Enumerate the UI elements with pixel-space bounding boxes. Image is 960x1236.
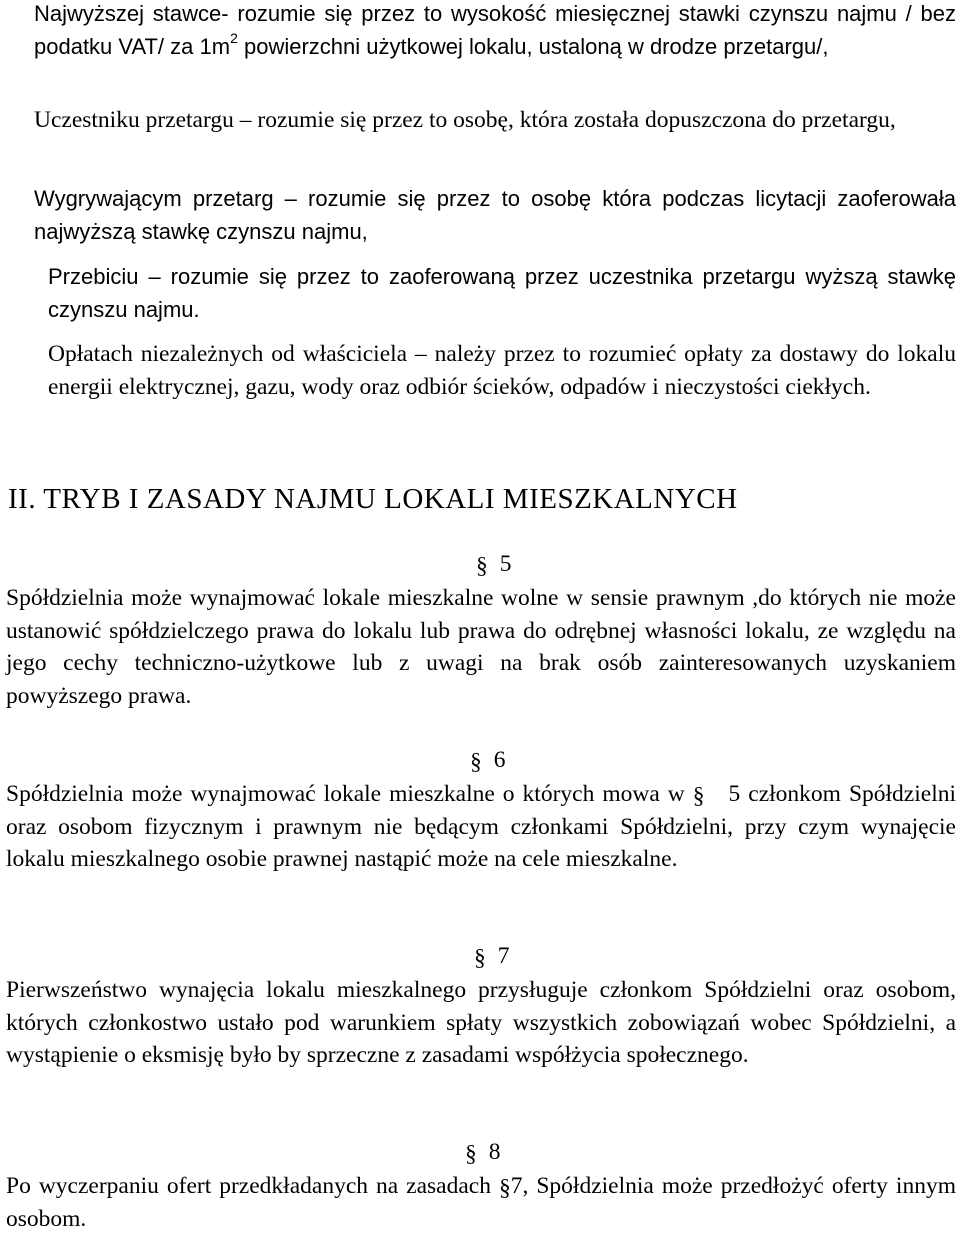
definition-item-10	[8, 261, 956, 326]
paragraph-sign-6	[470, 743, 506, 777]
definition-text: Przebiciu – rozumie się przez to zaoferowaną przez uczestnika przetargu wyższą stawkę czynszu najmu.	[48, 264, 956, 322]
section-symbol: §	[470, 749, 482, 775]
paragraph-7-text: Pierwszeństwo wynajęcia lokalu mieszkalnego przysługuje członkom Spółdzielni oraz osobom, których członkostwo ustało pod warunkiem spłaty wszystkich zobowiązań wobec Spółdzielni, a wystąpienie o eksmisję było by sprzeczne z zasadami współżycia społecznego.	[6, 977, 956, 1069]
definition-item-11	[8, 338, 956, 403]
section-symbol: §	[474, 945, 486, 971]
paragraph-number: 8	[488, 1139, 501, 1165]
paragraph-5-text: Spółdzielnia może wynajmować lokale mieszkalne wolne w sensie prawnym ,do których nie może ustanowić spółdzielczego prawa do lokalu lub prawa do odrębnej własności lokalu, ze względu na jego cechy techniczno-użytkowe lub z uwagi na brak osób zainteresowanych uzyskaniem powyższego prawa.	[6, 585, 956, 709]
section-heading: II. TRYB I ZASADY NAJMU LOKALI MIESZKALNYCH	[8, 483, 738, 515]
section-symbol: §	[692, 783, 705, 809]
superscript: 2	[230, 30, 238, 47]
paragraph-reference: 7	[510, 1173, 523, 1199]
paragraph-number: 7	[497, 943, 510, 969]
paragraph-number: 6	[493, 747, 506, 773]
definition-text: Wygrywającym przetarg – rozumie się przez to osobę która podczas licytacji zaoferowała najwyższą stawkę czynszu najmu,	[34, 186, 956, 244]
definition-item-8	[8, 104, 956, 137]
paragraph-sign-8	[465, 1135, 501, 1169]
paragraph-8-text: Po wyczerpaniu ofert przedkładanych na zasadach §7, Spółdzielnia może przedłożyć oferty innym osobom.	[6, 1173, 956, 1232]
definition-text: Najwyższej stawce- rozumie się przez to wysokość miesięcznej stawki czynszu najmu / bez podatku VAT/ za $1m^2$ powierzchni użytkowej lokalu, ustaloną w drodze przetargu/,	[34, 1, 956, 59]
definition-item-9	[8, 183, 956, 248]
paragraph-6-text: Spółdzielnia może wynajmować lokale mieszkalne o których mowa w § 5 członkom Spółdzielni oraz osobom fizycznym i prawnym nie będącym członkami Spółdzielni, przy czym wynajęcie lokalu mieszkalnego osobie prawnej nastąpić może na cele mieszkalne.	[6, 781, 957, 873]
definition-text: Uczestniku przetargu – rozumie się przez to osobę, która została dopuszczona do przetargu,	[34, 107, 896, 133]
section-symbol: §	[465, 1141, 477, 1167]
paragraph-reference: 5	[728, 781, 741, 807]
definition-item-7	[8, 0, 956, 63]
section-symbol: §	[498, 1175, 511, 1201]
paragraph-number: 5	[499, 551, 512, 577]
definition-text: Opłatach niezależnych od właściciela – należy przez to rozumieć opłaty za dostawy do lokalu energii elektrycznej, gazu, wody oraz odbiór ścieków, odpadów i nieczystości ciekłych.	[48, 341, 956, 400]
section-symbol: §	[476, 553, 488, 579]
paragraph-sign-5	[476, 547, 512, 581]
paragraph-sign-7	[474, 939, 510, 973]
